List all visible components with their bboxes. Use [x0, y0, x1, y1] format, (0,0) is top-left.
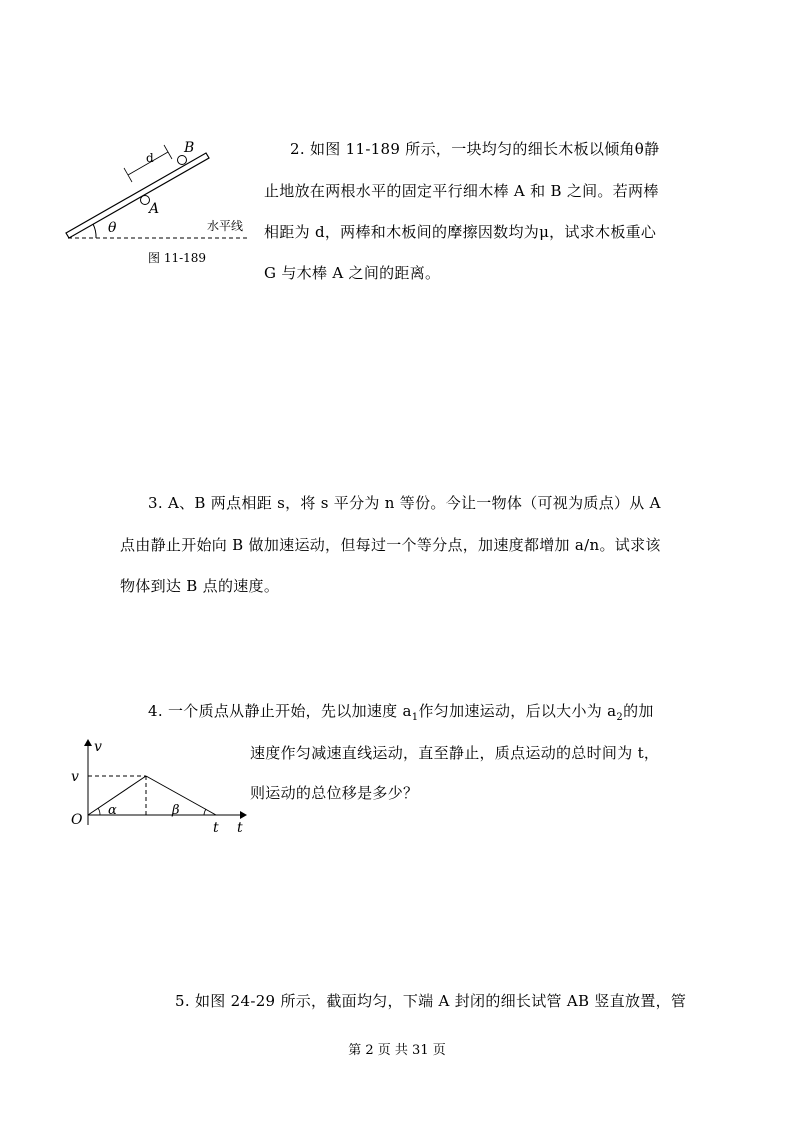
vt-graph-figure — [68, 735, 253, 840]
problem2-line1: 2. 如图 11-189 所示，一块均匀的细长木板以倾角θ静 — [290, 140, 660, 158]
label-b: B — [184, 140, 195, 156]
problem4-line1-suffix: 的加 — [623, 702, 654, 720]
dimension-tick-left — [124, 168, 132, 182]
inclined-board — [66, 153, 209, 238]
problem4-line1-prefix: 4. 一个质点从静止开始，先以加速度 a — [148, 702, 412, 720]
v-axis-label: v — [94, 739, 102, 755]
rod-b — [178, 156, 187, 165]
problem2-line4: G 与木棒 A 之间的距离。 — [264, 264, 441, 282]
problem2-line2: 止地放在两根水平的固定平行细木棒 A 和 B 之间。若两棒 — [264, 182, 659, 200]
beta-arc — [204, 809, 206, 815]
accel-segment — [88, 776, 146, 815]
angle-arc — [93, 224, 96, 238]
t-axis-label: t — [237, 820, 243, 836]
problem3-line3: 物体到达 B 点的速度。 — [120, 577, 280, 595]
alpha-arc — [98, 808, 100, 815]
figure-11-189 — [60, 135, 260, 270]
subscript-2: 2 — [616, 712, 624, 723]
problem3-line2: 点由静止开始向 B 做加速运动，但每过一个等分点，加速度都增加 a/n。试求该 — [120, 536, 661, 554]
problem4-line1 — [148, 701, 654, 728]
page-footer: 第 2 页 共 31 页 — [348, 1043, 446, 1058]
label-a: A — [149, 201, 160, 217]
problem2-line3: 相距为 d，两棒和木板间的摩擦因数均为μ，试求木板重心 — [264, 223, 657, 241]
alpha-label: α — [108, 803, 117, 818]
problem4-line3: 则运动的总位移是多少？ — [250, 784, 419, 802]
beta-label: β — [172, 803, 180, 818]
peak-v-label: v — [71, 769, 79, 785]
origin-label: O — [71, 812, 83, 828]
end-t-label: t — [213, 820, 219, 836]
label-d: d — [146, 151, 154, 165]
problem3-line1: 3. A、B 两点相距 s，将 s 平分为 n 等份。今让一物体（可视为质点）从 A — [148, 494, 661, 512]
label-theta: θ — [108, 220, 117, 236]
problem5-line1: 5. 如图 24-29 所示，截面均匀，下端 A 封闭的细长试管 AB 竖直放置，管 — [175, 992, 687, 1010]
problem4-line1-mid: 作匀加速运动，后以大小为 a — [418, 702, 617, 720]
subscript-1: 1 — [411, 712, 419, 723]
label-horizontal: 水平线 — [207, 219, 244, 233]
dimension-tick-right — [164, 145, 172, 159]
problem4-line2: 速度作匀减速直线运动，直至静止，质点运动的总时间为 t， — [250, 744, 660, 762]
figure-caption: 图 11-189 — [148, 251, 207, 265]
